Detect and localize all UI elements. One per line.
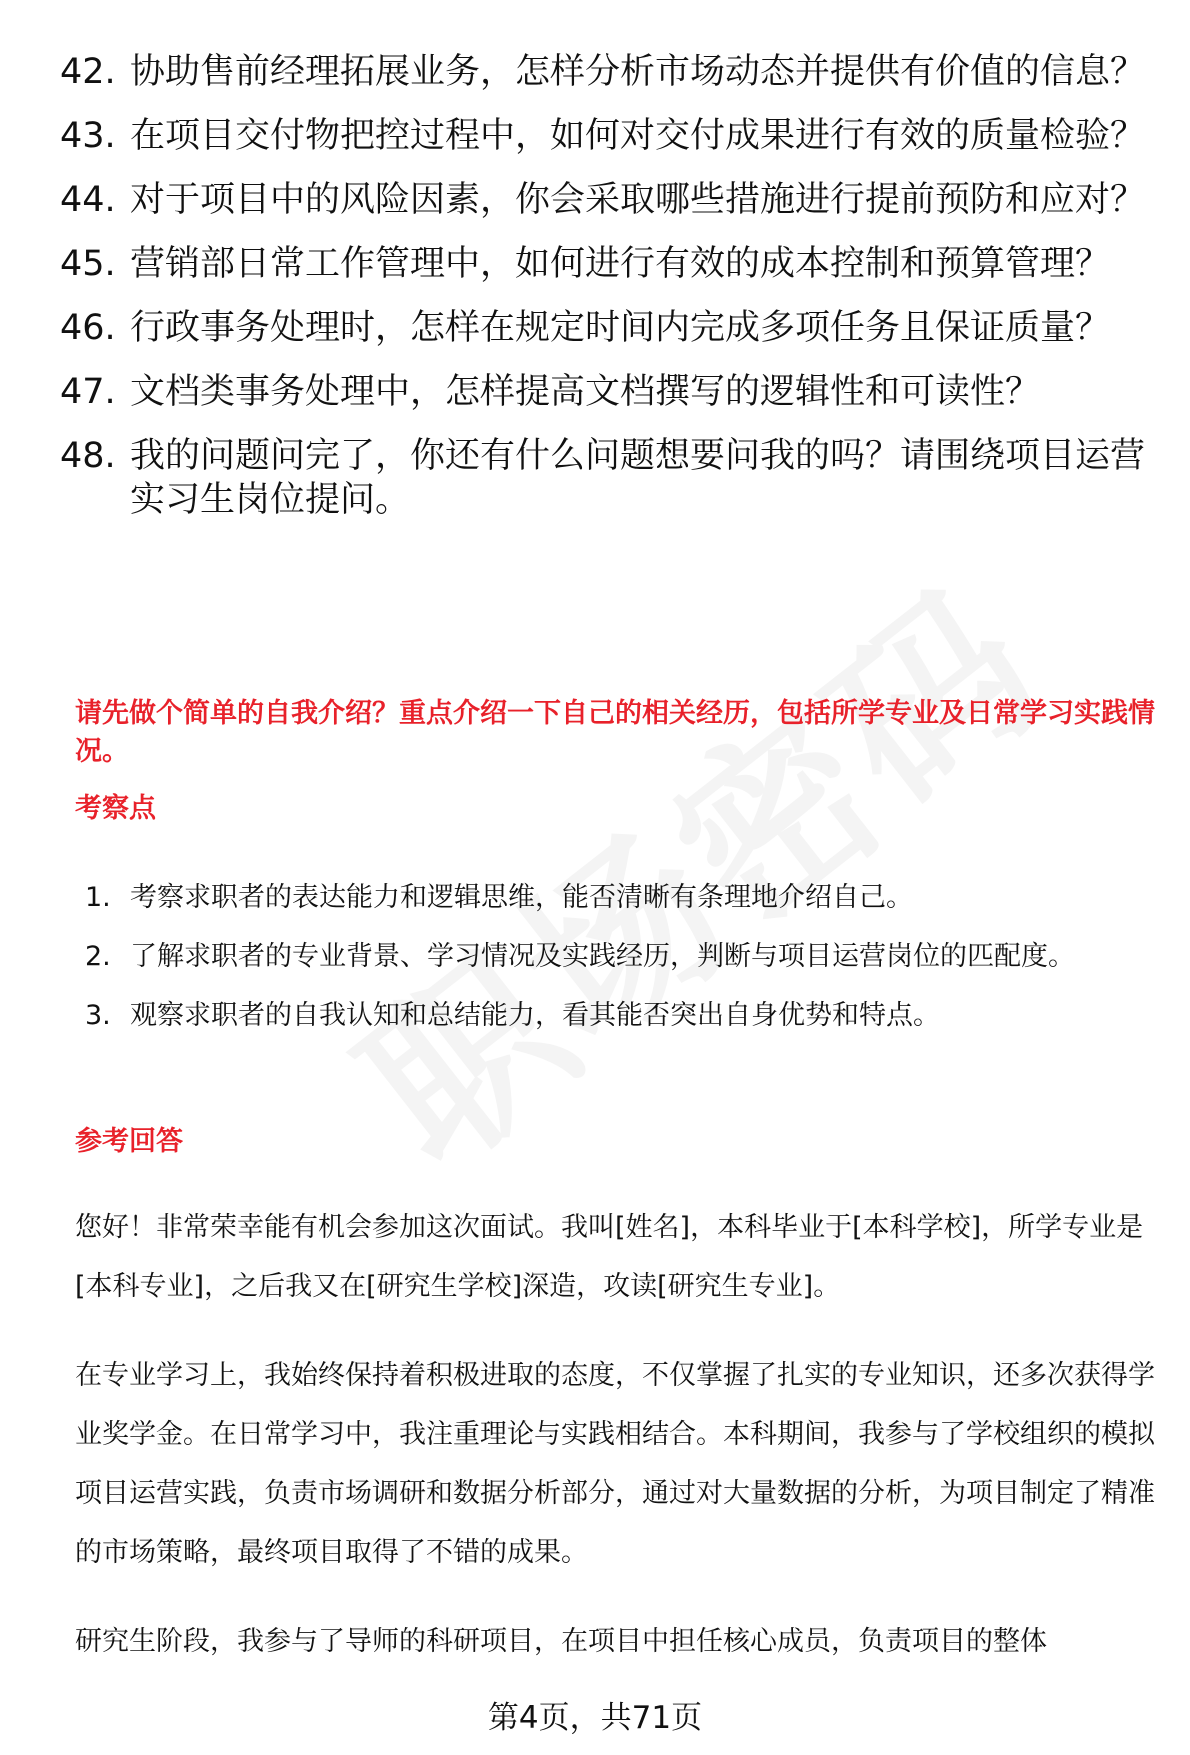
question-text: 营销部日常工作管理中，如何进行有效的成本控制和预算管理？ <box>130 244 1111 284</box>
question-number: 46. <box>60 308 116 348</box>
question-item <box>60 242 1160 286</box>
question-number: 44. <box>60 180 116 220</box>
point-item <box>85 868 1160 927</box>
question-item <box>60 306 1160 350</box>
question-text: 我的问题问完了，你还有什么问题想要问我的吗？请围绕项目运营实习生岗位提问。 <box>130 436 1146 520</box>
question-item <box>60 434 1160 522</box>
question-text: 文档类事务处理中，怎样提高文档撰写的逻辑性和可读性？ <box>130 372 1041 412</box>
intro-question-title: 请先做个简单的自我介绍？重点介绍一下自己的相关经历，包括所学专业及日常学习实践情况。 <box>75 698 1155 767</box>
question-item <box>60 370 1160 414</box>
point-text: 考察求职者的表达能力和逻辑思维，能否清晰有条理地介绍自己。 <box>130 882 913 913</box>
question-item <box>60 178 1160 222</box>
question-number: 43. <box>60 116 116 156</box>
point-item <box>85 927 1160 986</box>
answer-paragraph: 您好！非常荣幸能有机会参加这次面试。我叫[姓名]，本科毕业于[本科学校]，所学专业是[本科专业]，之后我又在[研究生学校]深造，攻读[研究生专业]。 <box>75 1212 1144 1302</box>
answer-paragraph: 在专业学习上，我始终保持着积极进取的态度，不仅掌握了扎实的专业知识，还多次获得学业奖学金。在日常学习中，我注重理论与实践相结合。本科期间，我参与了学校组织的模拟项目运营实践，负责市场调研和数据分析部分，通过对大量数据的分析，为项目制定了精准的市场策略，最终项目取得了不错的成果。 <box>75 1360 1155 1568</box>
point-item <box>85 986 1160 1045</box>
question-text: 协助售前经理拓展业务，怎样分析市场动态并提供有价值的信息？ <box>130 52 1146 92</box>
question-text: 在项目交付物把控过程中，如何对交付成果进行有效的质量检验？ <box>130 116 1146 156</box>
points-heading: 考察点 <box>75 793 156 824</box>
points-list <box>85 868 1160 1045</box>
question-text: 对于项目中的风险因素，你会采取哪些措施进行提前预防和应对？ <box>130 180 1146 220</box>
question-item <box>60 50 1160 94</box>
question-number: 42. <box>60 52 116 92</box>
point-text: 了解求职者的专业背景、学习情况及实践经历，判断与项目运营岗位的匹配度。 <box>130 941 1075 972</box>
point-text: 观察求职者的自我认知和总结能力，看其能否突出自身优势和特点。 <box>130 1000 940 1031</box>
question-text: 行政事务处理时，怎样在规定时间内完成多项任务且保证质量？ <box>130 308 1111 348</box>
question-item <box>60 114 1160 158</box>
point-number: 1. <box>85 882 111 913</box>
point-number: 3. <box>85 1000 111 1031</box>
page-footer: 第4页，共71页 <box>487 1700 703 1736</box>
point-number: 2. <box>85 941 111 972</box>
question-list <box>60 50 1160 542</box>
question-number: 47. <box>60 372 116 412</box>
answer-paragraph: 研究生阶段，我参与了导师的科研项目，在项目中担任核心成员，负责项目的整体 <box>75 1626 1047 1657</box>
answer-heading: 参考回答 <box>75 1126 183 1157</box>
question-number: 48. <box>60 436 116 476</box>
question-number: 45. <box>60 244 116 284</box>
